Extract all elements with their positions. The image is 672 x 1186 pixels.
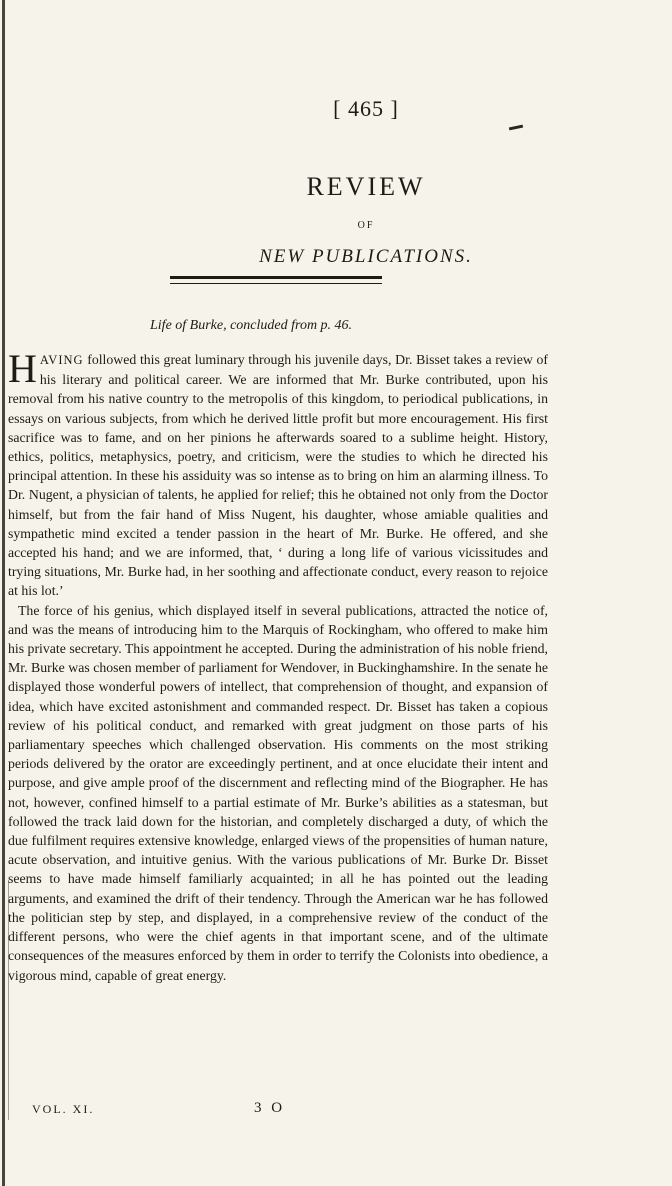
ink-mark xyxy=(509,125,523,131)
review-title: REVIEW xyxy=(306,172,426,201)
section-heading: Life of Burke, concluded from p. 46. xyxy=(150,318,353,333)
paragraph-1-text: followed this great luminary through his juvenile days, Dr. Bisset takes a review of his literary and political career. We are informed that Mr. Burke contributed, upon his removal from his native country to the metropolis of this kingdom, to periodical publications, in essays on various subjects, from which he derived little profit but more encouragement. His first sacrifice was to fame, and on her pinions he afterwards soared to a sublime height. History, ethics, politics, metaphysics, poetry, and criticism, were the studies to which he directed his principal attention. In these his assiduity was so intense as to bring on him an alarming illness. To Dr. Nugent, a physician of talents, he applied for relief; this he obtained not only from the Doctor himself, but from the fair hand of Miss Nugent, his daughter, whose amiable qualities and sympathetic mind excited a tender passion in the heart of Mr. Burke. He offered, and she accepted his hand; and we are informed, that, ‘ during a long life of various vicissitudes and trying situations, Mr. Burke had, in her soothing and affectionate conduct, every reason to rejoice at his lot.’ xyxy=(8,352,548,599)
new-publications-subtitle: NEW PUBLICATIONS. xyxy=(259,246,473,267)
paragraph-1 xyxy=(8,346,548,601)
title-rule-thin xyxy=(170,283,382,284)
paragraph-2: The force of his genius, which displayed itself in several publications, attracted the notice of, and was the means of introducing him to the Marquis of Rockingham, who offered to make him his private secretary. This appointment he accepted. During the administration of his noble friend, Mr. Burke was chosen member of parliament for Wendover, in Buckinghamshire. In the senate he displayed those wonderful powers of intellect, that comprehension of thought, and expansion of idea, which have excited astonishment and commanded respect. Dr. Bisset has taken a copious review of his political conduct, and remarked with great judgment on those parts of his parliamentary speeches which challenged observation. His comments on the most striking periods delivered by the orator are exceedingly pertinent, and at once elucidate their intent and purpose, and give ample proof of the discernment and reflecting mind of the Biographer. He has not, however, confined himself to a partial estimate of Mr. Burke’s abilities as a statesman, but followed the track laid down for the historian, and completely discharged a duty, of which the due fulfilment requires extensive knowledge, enlarged views of the propensities of human nature, acute observation, and intuitive genius. With the various publications of Mr. Burke Dr. Bisset seems to have made himself familiarly acquainted; in all he has pointed out the leading arguments, and examined the drift of their tendency. Through the American war he has followed the politician step by step, and displayed, in a comprehensive review of the conduct of the different persons, who were the chief agents in that important scene, and of the ultimate consequences of the measures enforced by them in order to terrify the Colonists into obedience, a vigorous mind, capable of great energy. xyxy=(8,602,548,983)
volume-label: VOL. XI. xyxy=(32,1102,95,1116)
drop-cap: H xyxy=(8,346,37,391)
page-footer xyxy=(32,1102,392,1117)
signature-mark: 3 O xyxy=(254,1100,286,1116)
title-of: OF xyxy=(357,220,375,231)
first-word: AVING xyxy=(39,353,84,367)
title-rule-thick xyxy=(170,276,382,279)
page-number: [ 465 ] xyxy=(333,96,399,121)
article-body xyxy=(8,346,548,985)
